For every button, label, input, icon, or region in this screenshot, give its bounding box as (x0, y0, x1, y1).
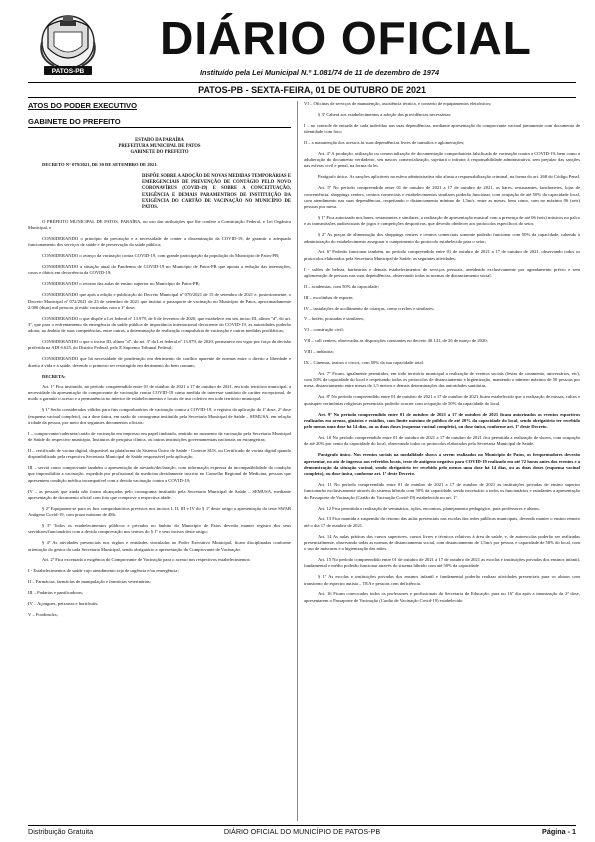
article-11: Art. 11 No período compreendido entre 01 de outubro de 2021 a 17 de outubro de 2021 as instituições privadas de ensino superior funcionarão exclusivamente através do sistema híbrido com 50% da capacidade, sendo necessário a todos os funcionários e estudantes a apresentação do Passaporte de Vacinação (Cartão de Vacinação Covid-19) estabelecido no art. 1º. (304, 482, 580, 500)
article-3-item-i: I – no controle de entrada de cada indivíduo nas suas dependências, mediante apresentação do comprovante vacinal juntamente com documento de identidade com foto; (304, 122, 580, 135)
article-3: § 3º Caberá aos estabelecimentos a adoção das providências necessárias: (318, 111, 452, 117)
article-6-item-v: V – hotéis, pousadas e similares; (304, 316, 365, 322)
article-2-item-iv: IV – Açougues, peixarias e hortifrutis; (28, 600, 99, 606)
article-13: Art. 13 Fica mantida a suspensão do retorno das aulas presenciais nas escolas das redes públicas municipais, devendo manter o ensino remoto até o dia 17 de outubro de 2021. (304, 516, 580, 528)
article-2: Art. 2º Fica excetuada a exigência do Comprovante de Vacinação para o acesso nos respectivos estabelecimentos: (42, 557, 251, 563)
masthead (28, 10, 576, 82)
article-2-item-v: V – Foodtrucks; (28, 611, 58, 617)
article-16: Art. 16 Ficam convocados todos os professores e profissionais da Secretaria de Educação, para no 16º dia após a imunização da 2ª dose, apresentarem o Passaporte de Vacinação (Cartão de Vacinação Covid-19) estabelecido (304, 591, 580, 603)
newspaper-subtitle: Instituído pela Lei Municipal N.º 1.081/74 de 11 de dezembro de 1974 (200, 68, 440, 77)
article-5-par-2: § 2º As praças de alimentação dos shoppings centers e centros comerciais somente poderão funcionar com 50% da capacidade, cabendo à administração do estabelecimento assegurar o cumprimento do protocolo estabelecido para o setor; (304, 232, 580, 244)
article-7: Art. 7º Ficam, igualmente permitidos, em todo território municipal a realização de eventos sociais (festas de casamento, aniversários, etc), com 50% da capacidade do local e respeitando todos os protocolos de distanciamento e higienização, mantendo o número máximo de 50 pessoas por mesa, distanciamento entre mesas de 1,5 metros e demais determinações das autoridades sanitárias. (304, 370, 580, 389)
article-14: Art. 14 As aulas práticas dos cursos superiores, cursos livres e técnicos relativos à área de saúde, e, de autoescolas poderão ser realizadas presencialmente, observando todas as normas de distanciamento social, com distanciamento de 1,5m/s por pessoa, e capacidade de 50% do local, com o uso de máscaras e a higienização das mãos. (304, 533, 580, 552)
footer-publication: DIÁRIO OFICIAL DO MUNICÍPIO DE PATOS-PB (223, 827, 381, 836)
article-1-item-iii: III – serviá como comprovante também o apresentação de atestado/declaração, com informação expressa da incompatibilidade da condição que impossibilita a vacinação, expedida por profissional da medicina devidamente inscrito no Conselho Regional de Medicina, pessoas que apresentem condição médica incompatível com a devida vacinação contra a COVID-19; (28, 465, 291, 483)
page-footer (28, 825, 576, 838)
article-10-sole-paragraph: Parágrafo único. Nos eventos sociais na modalidade shows a serem realizados no Município de Patos, os frequentadores deverão apresentar, no ato de ingresso aos referidos locais, teste de antígeno negativo para COVID-19 realizado em até 72 horas antes dos eventos e a demonstração da situação vacinal, sendo obrigatório ter recebido pelo menos uma dose há 14 dias, ou as duas doses (esquema vacinal completo), ou dose única, conforme art. 1º deste Decreto. (304, 452, 580, 477)
decree-summary: DISPÕE SOBRE A ADOÇÃO DE NOVAS MEDIDAS TEMPORÁRIAS E EMERGENCIAIS DE PREVENÇÃO DE CONTÁGIO PELO NOVO CORONAVÍRUS (COVID-19) E SOBRE A CONCEITUAÇÃO, EXIGÊNCIA E DEMAIS PARAMENTROS DE INSTITUIÇÃO DA EXIGÊNCIA DO CARTÃO DE VACINAÇÃO NO MUNICÍPIO DE PATOS. (142, 174, 291, 210)
article-2-item-vi: VI – Oficinas de serviços de manutenção, assistência técnica, e conserto de equipamentos eletrônicos; (304, 101, 492, 106)
whereas-4: CONSIDERANDO o retorno das aulas de ensino superior no Município de Patos-PB; (42, 281, 200, 287)
article-2-item-iii: III – Padarias e panificadoras; (28, 590, 84, 596)
article-6-item-i: I - salões de beleza, barbearias e demais estabelecimentos de serviços pessoais, atendendo exclusivamente por agendamento prévio e sem aglomeração de pessoas nas suas dependências, observando todas as normas de distanciamento social. (304, 266, 580, 278)
whereas-5: CONSIDERANDO que após a edição e publicação do Decreto Municipal nº 070/2021 de 15 de setembro de 2021 e, posteriormente, o Decreto Municipal nº 072/2021 de 23 de setembro de 2021 que institui o passaporte de vacinação no Município de Patos, aproximadamente 2.000 (duas) mil pessoas já estão vacinadas com a 1ª dose; (28, 292, 291, 310)
article-1-par-3: § 3º Todos os estabelecimentos públicos e privados no âmbito do Município de Patos deverão manter registro dos seus servidores/funcionários com a devida comprovação nos termos do § 1º e seus incisos deste artigo; (28, 523, 291, 535)
article-6-item-ii: II – academias, com 50% da capacidade; (304, 283, 379, 289)
article-8: Art. 8º No período compreendido entre 01 de outubro de 2021 a 17 de outubro de 2021 ficam estabelecido que a realização de missas, cultos e quaisquer cerimônias religiosas presenciais poderão ocorrer com ocupação de 50% da capacidade do local. (304, 394, 580, 406)
municipal-seal-icon (34, 12, 102, 78)
article-4-sole-paragraph: Parágrafo único. As sanções aplicáveis na esfera administrativa não afasta a responsabilização criminal, na forma do art. 268 do Código Penal. (318, 174, 581, 180)
article-2-item-ii: II – Farmácias, farmácias de manipulação e farmácias veterinárias; (28, 579, 151, 585)
article-6-item-viii: VIII – indústria; (304, 349, 334, 355)
article-1-par-2: § 2º Equiparam-se para os fins comprobatórios previstos nos incisos I, II, III e IV do § 1º deste artigo a apresentação do teste SWAB Antígeno Covid-19, com prazo máximo de 48h. (28, 505, 291, 518)
article-2-item-i: I - Estabelecimentos de saúde cujo atendimento seja de urgência e/ou emergência; (28, 568, 179, 574)
left-column (28, 101, 291, 623)
article-6-item-iii: III – escolinhas de esporte; (304, 294, 354, 300)
whereas-8: CONSIDERANDO que há necessidade de ponderação em detrimento do conflito aparente de normas entre o direito a liberdade e direito à vida e à saúde, devendo o primeiro ser restringido em detrimento do bem comum; (28, 356, 291, 368)
article-12: Art. 12 Fica permitida a realização de seminários, ações, encontros, planejamento pedagógico, para professores e alunos. (318, 505, 541, 511)
footer-page-number: Página - 1 (542, 827, 576, 836)
article-5-par-1: § 1º Fica autorizado nos bares, restaurantes e similares, a realização de apresentação musical com a presença de até 06 (seis) músicos no palco e as transmissões audiovisuais de jogos e competições desportivas, que deverão obedecer aos protocolos específicos do setor. (304, 215, 580, 227)
article-1-par-1: § 1º Serão considerados válidos para fins comprobatórios de vacinação contra a COVID-19, o registro da aplicação da 1ª dose, 2ª dose (esquema vacinal completo), ou a dose única, em razão do cronograma instituído pela Secretaria Municipal de Saúde – SEMUSA, em relação à idade da pessoa, por meio dos seguintes documentos oficiais: (28, 407, 291, 425)
article-10: Art. 10 No período compreendido entre 01 de outubro de 2021 a 17 de outubro de 2021 fica permitida a realização de shows, com ocupação de até 20% por cento da capacidade do local, observando todos os protocolos elaborados pela Secretaria Municipal de Saúde. (304, 435, 580, 447)
right-column (304, 101, 580, 609)
article-6-item-vi: VI – construção civil; (304, 327, 344, 333)
svg-text:PATOS-PB: PATOS-PB (51, 68, 85, 75)
article-6-item-vii: VII – call centers, observadas as disposições constantes no decreto 40.141, de 26 de março de 2020; (304, 338, 488, 344)
section-heading: ATOS DO PODER EXECUTIVO (28, 101, 138, 110)
office-heading: GABINETE DO PREFEITO (28, 117, 291, 128)
article-6: Art. 6º Poderão funcionar também, no período compreendido entre 01 de outubro de 2021 a 17 de outubro de 2021, observando todos os protocolos elaborados pela Secretaria Municipal de Saúde, as seguintes atividades: (304, 249, 580, 261)
article-1-par-4: § 4º As atividades presenciais nos órgãos e entidades vinculadas ao Poder Executivo Municipal, ficam disciplinadas conforme orientação do gestor da cada Secretaria Municipal, sendo obrigatório a apresentação do Comprovante de Vacinação. (28, 540, 291, 552)
whereas-3: CONSIDERANDO a situação atual da Pandemia de COVID-19 no Município de Patos-PB que aponta a redução das internações, casos e óbitos em decorrência da COVID-19; (28, 264, 291, 276)
article-9: Art. 9º No período compreendido entre 01 de outubro de 2021 a 17 de outubro de 2021 ficam autorizados os eventos esportivos realizados em arenas, ginásios e estádios, com limite máximo de público de até 20% da capacidade do local, sendo obrigatório ter recebido pelo menos uma dose há 14 dias, ou as duas doses (esquema vacinal completo), ou dose única, conforme art. 1º deste Decreto. (304, 411, 580, 430)
whereas-6: CONSIDERANDO o que dispõe a Lei federal nº 13.979, de 6 de fevereiro de 2020, que estabelece em seu inciso III, alínea "d", do art. 3º, que para o enfrentamento da emergência da saúde pública de importância internacional decorrente do COVID-19, as autoridades poderão adotar, no âmbito de suas competências, entre outras, a determinação de realização compulsória de vacinação e outras medidas profiláticas; (28, 315, 291, 334)
decree-header: ESTADO DA PARAÍBA PREFEITURA MUNICIPAL DE PATOS GABINETE DO PREFEITO (118, 138, 201, 155)
whereas-7: CONSIDERANDO o que o inciso III, alínea "d", do art. 3º da Lei federal nº 13.979, de 2020, permanece em vigor por força da decisão proferida na ADI 6.625, do Distrito Federal, pelo E.Supremo Tribunal Federal; (28, 339, 291, 351)
edition-date-bar (28, 82, 576, 98)
whereas-1: CONSIDERANDO o princípio da precaução e a necessidade de conter a disseminação da COVID-19, de garantir o adequado funcionamento dos serviços de saúde e de preservação da saúde pública; (28, 236, 291, 248)
article-6-item-iv: IV – instalações de acolhimento de crianças, como creches e similares; (304, 305, 435, 311)
article-1: Art. 1º Fica instituído, no período compreendido entre 01 de outubro de 2021 a 17 de outubro de 2021, em todo território municipal, a necessidade da apresentação do comprovante de vacinação contra COVID-19 como medida de interesse sanitário de caráter excepcional, de modo a garantir o acesso e a permanência no interior de estabelecimentos e locais de uso coletivo em todo território municipal. (28, 383, 291, 402)
article-5: Art. 5º No período compreendido entre 01 de outubro de 2021 a 17 de outubro de 2021, os bares, restaurantes, lanchonetes, lojas de conveniência, shoppings centers, centros comerciais e estabelecimentos similares poderão funcionar, com ocupação de até 50% da capacidade local, com atendimento nas suas dependências, respeitando o distanciamento mínimo de 1,5m/s. entre as mesas, bem como, com no máximo 06 (seis) pessoas por mesa. (304, 185, 580, 210)
article-1-item-iv: IV – as pessoas que ainda não foram alcançadas pelo cronograma instituído pela Secretaria Municipal de Saúde – SEMUSA, mediante apresentação de documento oficial com foto que comprove a respectiva idade. (28, 488, 291, 500)
article-4: Art. 4º A produção, utilização ou comercialização de documentação comprobatória falsificada de vacinação contra a COVID-19, bem como a adulteração do documento verdadeiro, seu nascos comercialização, sujeitará o infrator à responsabilidade administrativa, sem prejuízo das sanções nas esferas civil e penal, na forma da lei. (304, 150, 580, 169)
decree-number: DECRETO N° 079/2021, DE 30 DE SETEMBRO DE 2021. (42, 162, 158, 167)
article-15-par-1: § 1º As escolas e instituições privadas dos ensinos infantil e fundamental poderão realizar atividades presenciais para os alunos com transtorno do espectro autista – TEA e pessoas com deficiência. (304, 574, 580, 586)
column-divider (297, 101, 298, 821)
newspaper-title: DIÁRIO OFICIAL (160, 12, 532, 64)
decreta-heading: DECRETA: (42, 373, 66, 379)
whereas-2: CONSIDERANDO o avanço da vacinação contra COVID-19, com grande participação da população do Município de Patos-PB; (42, 253, 280, 259)
edition-date: PATOS-PB - SEXTA-FEIRA, 01 DE OUTUBRO DE 2021 (198, 85, 426, 95)
article-6-item-ix: IX – Cinemas, teatros e circos, com 50% da sua capacidade total. (304, 360, 424, 365)
article-15: Art. 15 No período compreendido entre 01 de outubro de 2021 a 17 de outubro de 2021 as escolas e instituições privadas dos ensinos infantil, fundamental e médio poderão funcionar através do sistema híbrido com até 50% da capacidade (304, 557, 580, 569)
footer-distribution: Distribuição Gratuita (28, 827, 94, 836)
article-1-item-ii: II – certificado de vacina digital, disponível na plataforma do Sistema Único de Saúde - Conecte SUS, ou Certificado de vacina digital quando disponibilizado pela respectiva Secretaria Municipal de Saúde responsável pela aplicação. (28, 448, 291, 460)
article-1-item-i: I – comprovante/caderneta/cartão de vacinação em impresso em papel timbrado, emitido no momento da vacinação pela Secretaria Municipal de Saúde do respectivo município, Institutos de pesquisa clínica, ou outras instituições governamentais nacionais ou estrangeiras; (28, 430, 291, 443)
preamble: O PREFEITO MUNICIPAL DE PATOS, PARAÍBA, no uso das atribuições que lhe confere a Constituição Federal, e Lei Orgânica Municipal, e (28, 218, 291, 231)
article-3-item-ii: II – a manutenção dos acessos às suas dependências livres de tumultos e aglomerações; (304, 139, 465, 145)
